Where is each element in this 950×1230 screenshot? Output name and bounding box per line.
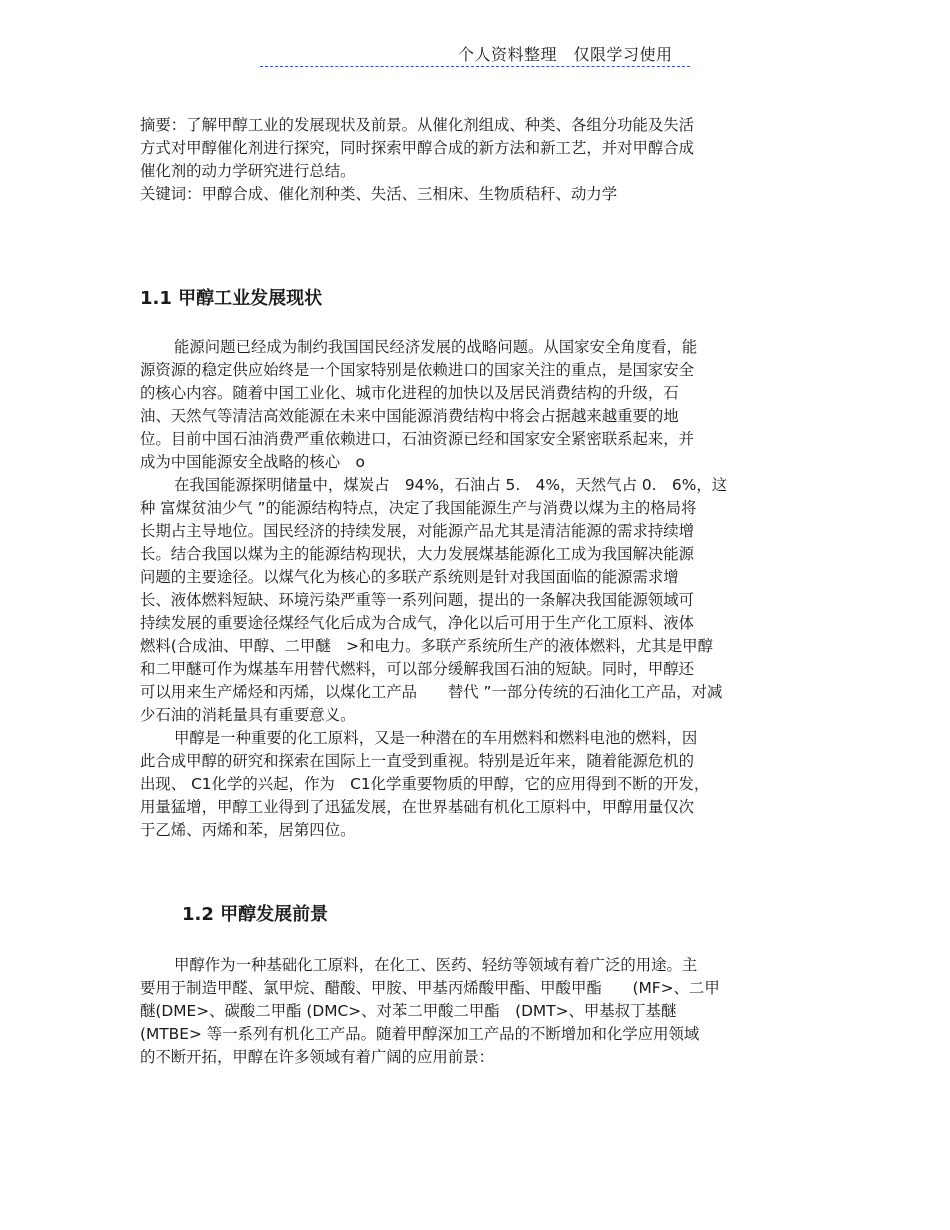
- section-1-2-body: [140, 954, 808, 1069]
- paragraph-line: 长、液体燃料短缺、环境污染严重等一系列问题，提出的一条解决我国能源领域可: [140, 591, 695, 609]
- section-title-1-2: 1.2 甲醇发展前景: [182, 904, 329, 925]
- paragraph-line: 长。结合我国以煤为主的能源结构现状，大力发展煤基能源化工成为我国解决能源: [140, 545, 695, 563]
- paragraph-line: 燃料(合成油、甲醇、二甲醚 >和电力。多联产系统所生产的液体燃料，尤其是甲醇: [140, 637, 713, 655]
- keywords: 关键词：甲醇合成、催化剂种类、失活、三相床、生物质秸秆、动力学: [140, 185, 618, 203]
- paragraph-line: 的核心内容。随着中国工业化、城市化进程的加快以及居民消费结构的升级，石: [140, 384, 679, 402]
- paragraph-line: 长期占主导地位。国民经济的持续发展，对能源产品尤其是清洁能源的需求持续增: [140, 522, 695, 540]
- paragraph-line: 持续发展的重要途径煤经气化后成为合成气，净化以后可用于生产化工原料、液体: [140, 614, 695, 632]
- page-header: [260, 40, 690, 67]
- paragraph: [140, 954, 808, 1069]
- document-body: [140, 114, 808, 1069]
- abstract-line: 摘要：了解甲醇工业的发展现状及前景。从催化剂组成、种类、各组分功能及失活: [140, 116, 695, 134]
- paragraph-line: 在我国能源探明储量中，煤炭占 94%，石油占 5. 4%，天然气占 0. 6%，这: [174, 476, 728, 494]
- paragraph-line: 要用于制造甲醛、氯甲烷、醋酸、甲胺、甲基丙烯酸甲酯、甲酸甲酯 (MF>、二甲: [140, 979, 720, 997]
- section-1-1-body: [140, 336, 808, 842]
- paragraph-line: 成为中国能源安全战略的核心 o: [140, 453, 365, 471]
- paragraph-line: 甲醇是一种重要的化工原料，又是一种潜在的车用燃料和燃料电池的燃料，因: [174, 729, 698, 747]
- paragraph-line: 甲醇作为一种基础化工原料，在化工、医药、轻纺等领域有着广泛的用途。主: [174, 956, 698, 974]
- paragraph: [140, 727, 808, 842]
- paragraph-line: 能源问题已经成为制约我国国民经济发展的战略问题。从国家安全角度看，能: [174, 338, 698, 356]
- paragraph-line: 的不断开拓，甲醇在许多领域有着广阔的应用前景：: [140, 1048, 494, 1066]
- paragraph-line: 此合成甲醇的研究和探索在国际上一直受到重视。特别是近年来，随着能源危机的: [140, 752, 695, 770]
- abstract-line: 催化剂的动力学研究进行总结。: [140, 162, 356, 180]
- paragraph-line: 和二甲醚可作为煤基车用替代燃料，可以部分缓解我国石油的短缺。同时，甲醇还: [140, 660, 695, 678]
- paragraph-line: 醚(DME>、碳酸二甲酯 (DMC>、对苯二甲酸二甲酯 (DMT>、甲基叔丁基醚: [140, 1002, 677, 1020]
- paragraph-line: 用量猛增，甲醇工业得到了迅猛发展，在世界基础有机化工原料中，甲醇用量仅次: [140, 798, 695, 816]
- abstract-line: 方式对甲醇催化剂进行探究，同时探索甲醇合成的新方法和新工艺，并对甲醇合成: [140, 139, 695, 157]
- paragraph-line: 出现、 C1化学的兴起，作为 C1化学重要物质的甲醇，它的应用得到不断的开发，: [140, 775, 710, 793]
- paragraph-line: 种 富煤贫油少气 ”的能源结构特点，决定了我国能源生产与消费以煤为主的格局将: [140, 499, 697, 517]
- abstract: [140, 114, 808, 206]
- paragraph-line: 问题的主要途径。以煤气化为核心的多联产系统则是针对我国面临的能源需求增: [140, 568, 679, 586]
- paragraph-line: 源资源的稳定供应始终是一个国家特别是依赖进口的国家关注的重点，是国家安全: [140, 361, 695, 379]
- section-title-1-1: 1.1 甲醇工业发展现状: [140, 288, 323, 309]
- paragraph-line: 少石油的消耗量具有重要意义。: [140, 706, 356, 724]
- paragraph-line: (MTBE> 等一系列有机化工产品。随着甲醇深加工产品的不断增加和化学应用领域: [140, 1025, 700, 1043]
- paragraph-line: 位。目前中国石油消费严重依赖进口，石油资源已经和国家安全紧密联系起来，并: [140, 430, 695, 448]
- header-text: 个人资料整理 仅限学习使用: [458, 45, 673, 64]
- paragraph-line: 于乙烯、丙烯和苯，居第四位。: [140, 821, 356, 839]
- paragraph: [140, 474, 808, 727]
- paragraph-line: 可以用来生产烯烃和丙烯，以煤化工产品 替代 ”一部分传统的石油化工产品，对减: [140, 683, 723, 701]
- paragraph-line: 油、天然气等清洁高效能源在未来中国能源消费结构中将会占据越来越重要的地: [140, 407, 679, 425]
- paragraph: [140, 336, 808, 474]
